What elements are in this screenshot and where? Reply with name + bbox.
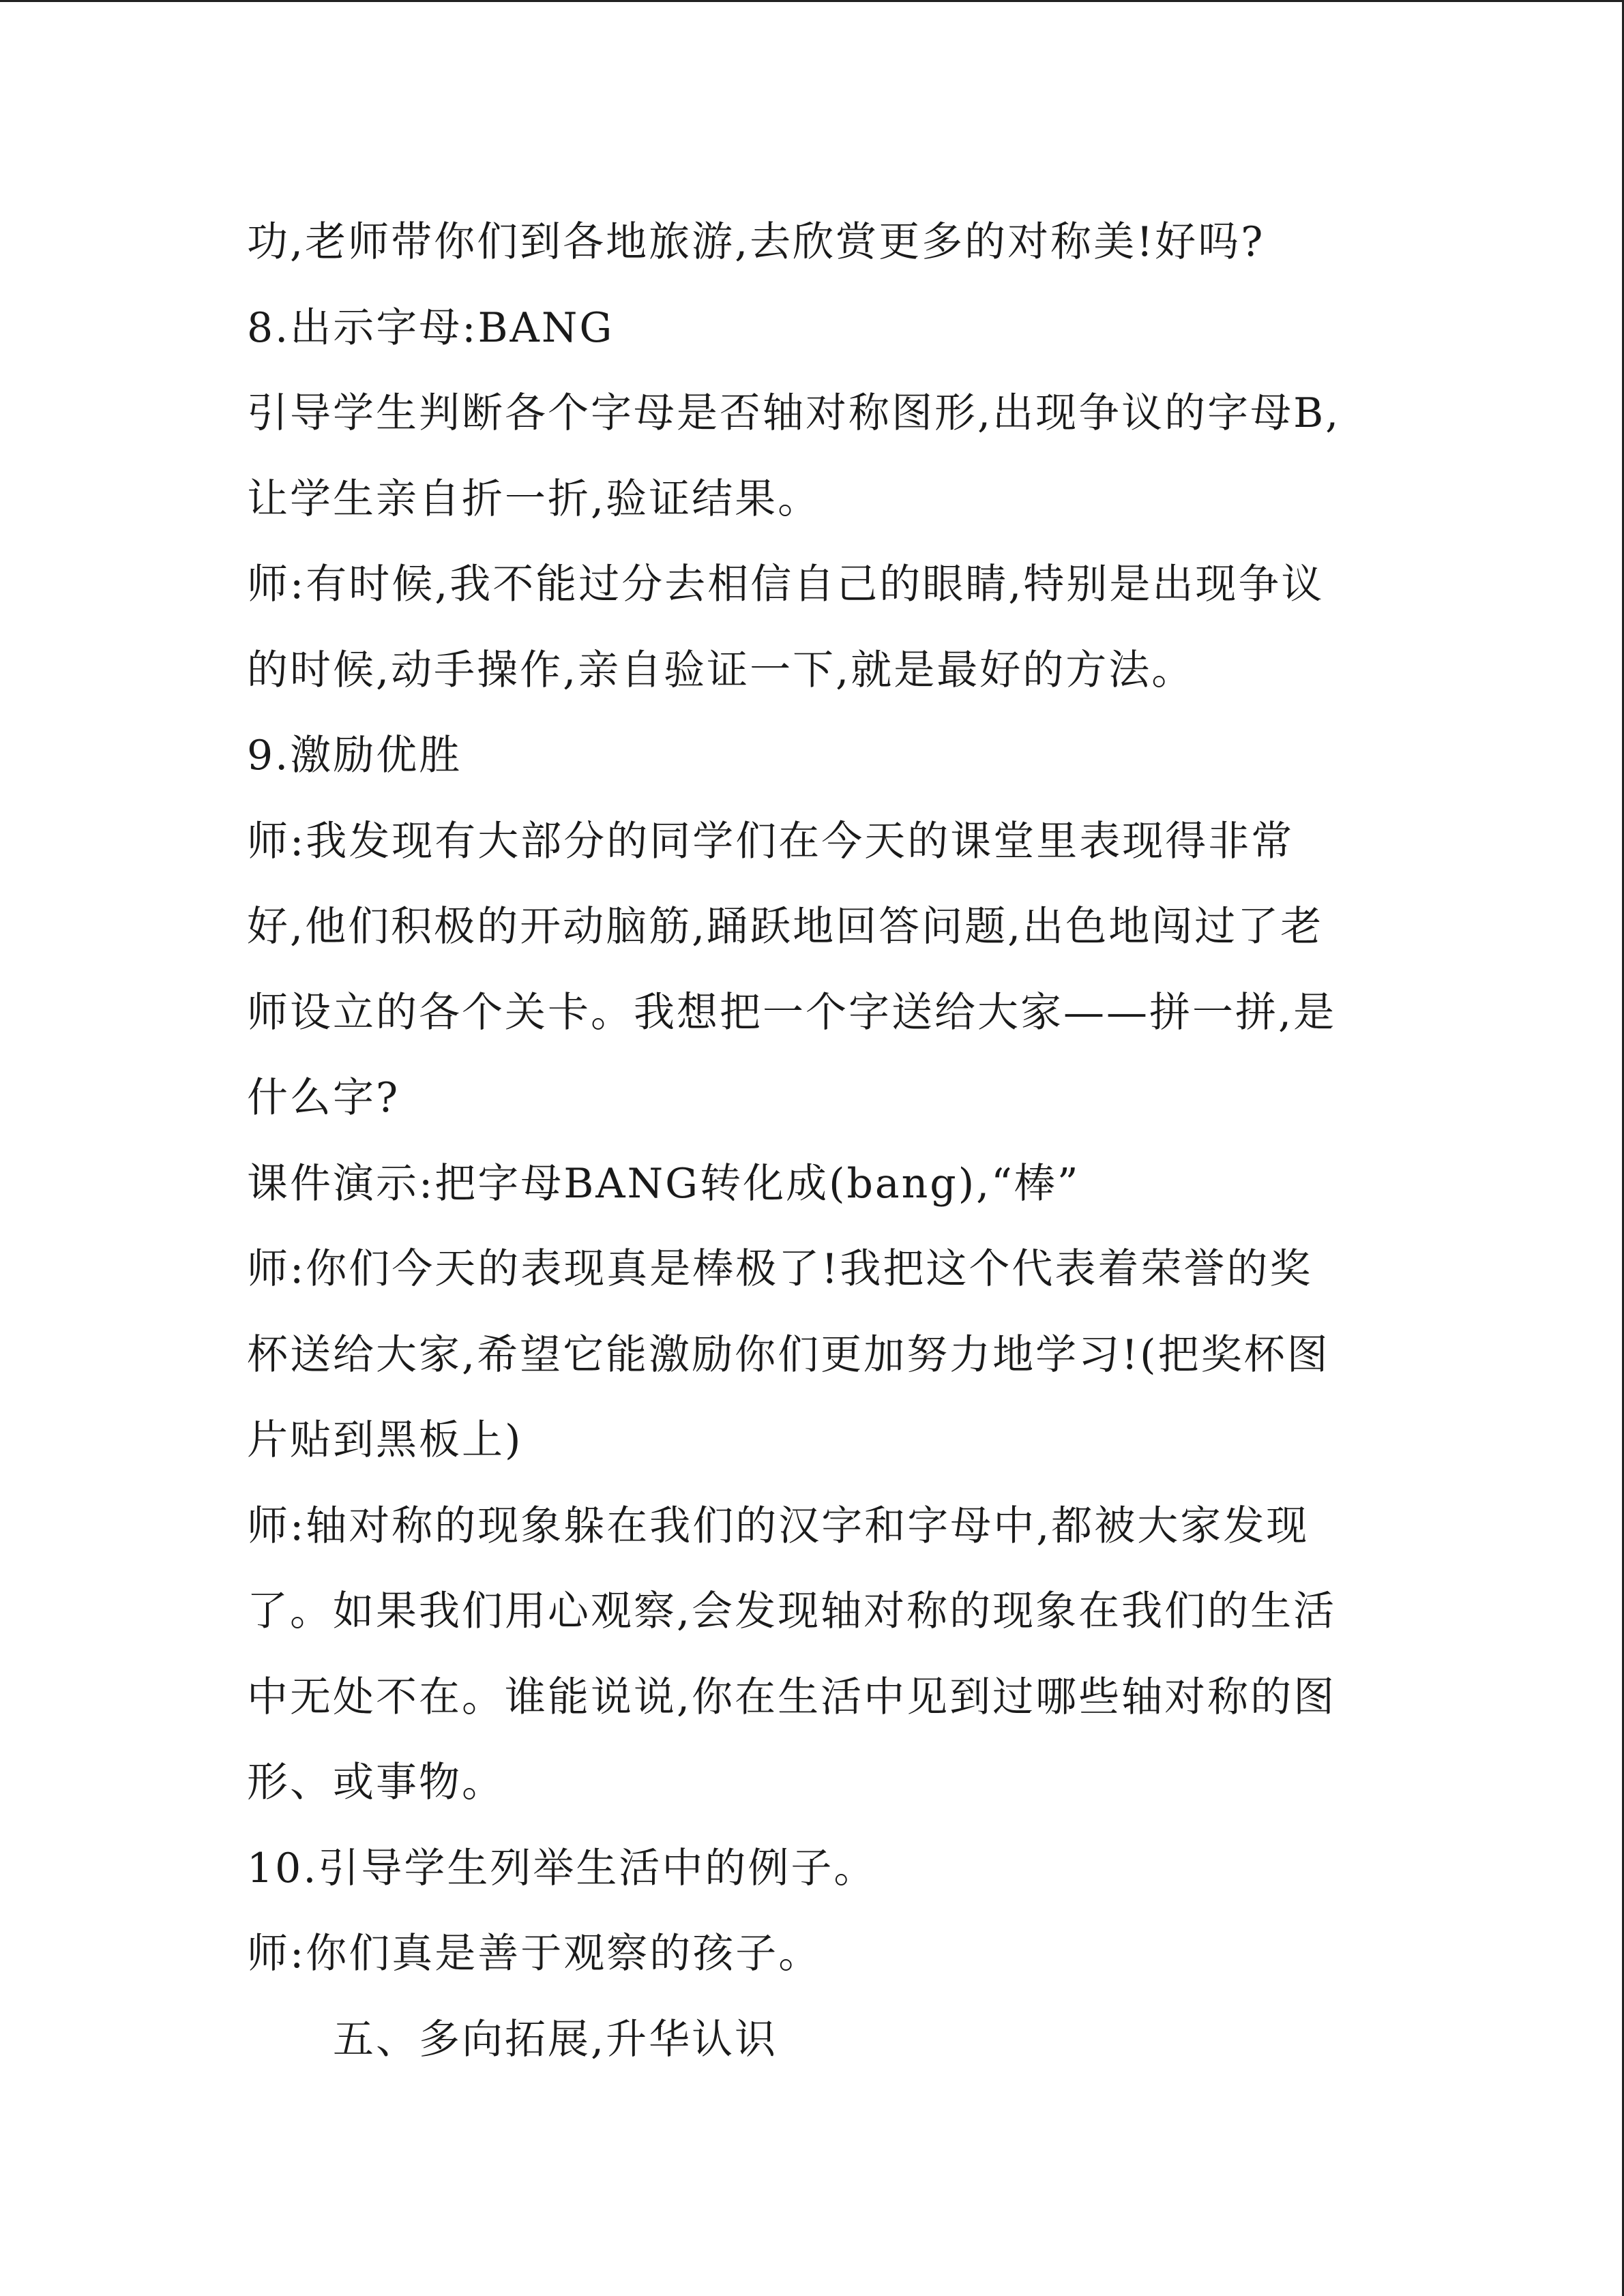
text-line: 师设立的各个关卡。我想把一个字送给大家——拼一拼,是 — [247, 988, 1337, 1037]
text-line: 什么字? — [247, 1074, 400, 1122]
text-line: 中无处不在。谁能说说,你在生活中见到过哪些轴对称的图 — [247, 1673, 1337, 1721]
text-line: 形、或事物。 — [247, 1759, 505, 1806]
text-line: 师:你们今天的表现真是棒极了!我把这个代表着荣誉的奖 — [247, 1245, 1313, 1293]
text-line: 的时候,动手操作,亲自验证一下,就是最好的方法。 — [247, 646, 1195, 694]
text-line: 让学生亲自折一折,验证结果。 — [247, 475, 821, 523]
section-heading-9: 9.激励优胜 — [247, 732, 462, 779]
chapter-heading-5: 五、多向拓展,升华认识 — [333, 2015, 778, 2063]
text-line: 了。如果我们用心观察,会发现轴对称的现象在我们的生活 — [247, 1587, 1337, 1635]
document-body — [247, 200, 1379, 2083]
text-line: 课件演示:把字母BANG转化成(bang),“棒” — [247, 1159, 1080, 1208]
text-line: 师:有时候,我不能过分去相信自己的眼睛,特别是出现争议 — [247, 561, 1325, 608]
text-line: 引导学生判断各个字母是否轴对称图形,出现争议的字母B, — [247, 389, 1341, 437]
text-line: 师:我发现有大部分的同学们在今天的课堂里表现得非常 — [247, 817, 1295, 865]
section-heading-8: 8.出示字母:BANG — [247, 303, 615, 352]
text-line: 好,他们积极的开动脑筋,踊跃地回答问题,出色地闯过了老 — [247, 903, 1324, 951]
text-line: 师:你们真是善于观察的孩子。 — [247, 1930, 822, 1978]
text-line: 杯送给大家,希望它能激励你们更加努力地学习!(把奖杯图 — [247, 1330, 1330, 1379]
text-line: 师:轴对称的现象躲在我们的汉字和字母中,都被大家发现 — [247, 1502, 1310, 1550]
section-heading-10: 10.引导学生列举生活中的例子。 — [247, 1844, 877, 1892]
text-line: 功,老师带你们到各地旅游,去欣赏更多的对称美!好吗? — [247, 218, 1265, 266]
text-line: 片贴到黑板上) — [247, 1416, 523, 1464]
